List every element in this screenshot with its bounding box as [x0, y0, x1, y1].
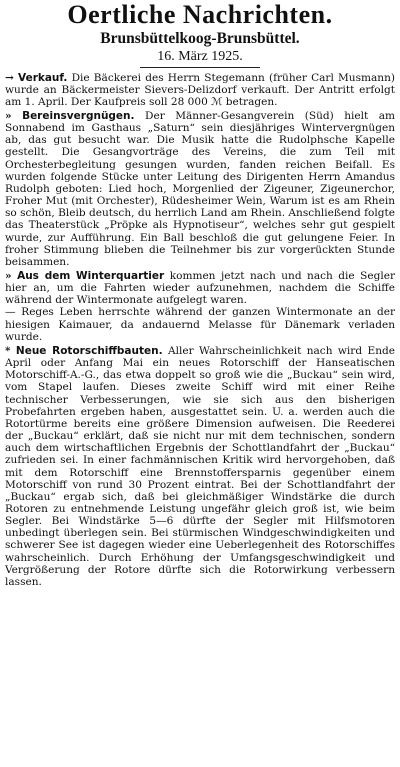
article-text: Der Männer-Gesangverein (Süd) hielt am Sonnabend im Gasthaus „Saturn“ sein diesjähriges Wintervergnügen ab, das gut besucht war. Die Musik hatte die Rudolphsche Kapelle gestellt. Die Gesangvorträge des Vereins, die zum Teil mit Orchesterbegleitung gesungen wurden, fanden reichen Beifall. Es wurden folgende Stücke unter Leitung des Dirigenten Herrn Amandus Rudolph geboten: Lied hoch, Morgenlied der Zigeuner, Zigeunerchor, Froher Mut (mit Orchester), Rüdesheimer Wein, Warum ist es am Rhein so schön, Bleib deutsch, du herrlich Land am Rhein. Anschließend folgte das Theaterstück „Pröpke als Hypnotiseur“, welches sehr gut gespielt wurde, zur Aufführung. Ein Ball beschloß die gut gelungene Feier. In froher Stimmung blieben die Teilnehmer bis zur vorgerückten Stunde beisammen.: [5, 109, 395, 268]
article-headline: Verkauf.: [18, 71, 68, 84]
section-title: Oertliche Nachrichten.: [67, 0, 333, 29]
article-paragraph: [5, 306, 395, 342]
article-text: Aller Wahrscheinlichkeit nach wird Ende April oder Anfang Mai ein neues Rotorschiff der Hanseatischen Motorschiff-A.-G., das etwa doppelt so groß wie die „Buckau“ sein wird, vom Stapel laufen. Dieses zweite Schiff wird mit einer Reihe technischer Verbesserungen, wie sie sich aus den bisherigen Probefahrten ergeben haben, ausgestattet sein. U. a. werden auch die Rotortürme bereits eine größere Dimension aufweisen. Die Reederei der „Buckau“ erklärt, daß sie nicht nur mit dem technischen, sondern auch dem wirtschaftlichen Ergebnis der Schottlandfahrt der „Buckau“ zufrieden sei. In einer fachmännischen Kritik wird hervorgehoben, daß mit dem Rotorschiff eine Brennstoffersparnis gegenüber einem Motorschiff von rund 30 Prozent eintrat. Bei der Schottlandfahrt der „Buckau“ ergab sich, daß bei gleichmäßiger Windstärke die durch Rotoren zu entnehmende Leistung ungefähr gleich groß ist, wie beim Segler. Bei Windstärke 5—6 dürfte der Segler mit Hilfsmotoren unbedingt überlegen sein. Bei stürmischen Windgeschwindigkeiten und schwerer See ist dagegen wieder eine Ueberlegenheit des Rotorschiffes wahrscheinlich. Durch Erhöhung der Umfangsgeschwindigkeit und Vergrößerung der Rotore dürfte sich die Rotorwirkung verbessern lassen.: [5, 344, 395, 588]
news-article-winter-quarters: [5, 270, 395, 343]
article-paragraph: [5, 110, 395, 268]
article-text: Die Bäckerei des Herrn Stegemann (früher Carl Musmann) wurde an Bäckermeister Sievers-Delizdorf verkauft. Der Antritt erfolgt am 1. April. Der Kaufpreis soll 28 000 ℳ betragen.: [5, 71, 396, 108]
article-paragraph: [5, 270, 395, 306]
article-text: kommen jetzt nach und nach die Segler hier an, um die Fahrten wieder aufzunehmen, nachdem die Schiffe während der Wintermonate aufgelegt waren.: [5, 270, 396, 307]
article-headline: Aus dem Winterquartier: [17, 270, 165, 282]
news-article-club-festivity: [5, 110, 395, 268]
article-marker: →: [5, 71, 14, 84]
news-article-sale: [5, 72, 395, 108]
news-column: [5, 72, 395, 589]
article-headline: Bereinsvergnügen.: [22, 109, 135, 122]
article-paragraph: [5, 72, 395, 108]
article-marker: *: [5, 344, 11, 357]
article-paragraph: [5, 345, 395, 588]
article-headline: Neue Rotorschiffbauten.: [15, 344, 163, 357]
news-article-rotor-ships: [5, 345, 395, 588]
divider: [140, 67, 260, 68]
article-text: — Reges Leben herrschte während der ganzen Wintermonate an der hiesigen Kaimauer, da andauernd Melasse für Dänemark verladen wurde.: [5, 306, 395, 343]
masthead: [5, 2, 395, 68]
article-marker: »: [5, 270, 12, 282]
dateline: 16. März 1925.: [157, 48, 243, 64]
article-marker: »: [5, 109, 12, 122]
section-subtitle: Brunsbüttelkoog-Brunsbüttel.: [100, 30, 300, 47]
